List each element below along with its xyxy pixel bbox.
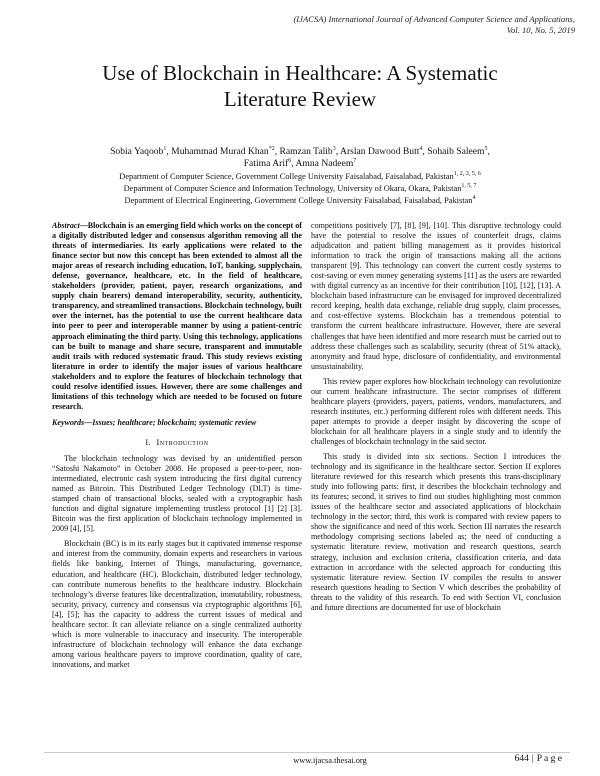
- page-number: 644 | P a g e: [514, 754, 562, 764]
- journal-header: [255, 14, 575, 36]
- author-sup: 4: [419, 145, 423, 152]
- section-heading: [52, 438, 302, 448]
- author-list: Sobia Yaqoob$^1$, Muhammad Murad Khan$^{*2}$, Ramzan Talib$^3$, Arslan Dawood Butt$^4$, Sohaib Saleem$^5$, Fatima Arif$^6$, Amna Nadeem$^7$: [110, 145, 490, 169]
- author-sup: 1: [163, 145, 167, 152]
- paper-title: [40, 60, 560, 112]
- affiliation: [40, 196, 560, 207]
- author-sup: *2: [268, 145, 275, 152]
- author-sup: 7: [353, 157, 357, 164]
- body-paragraph: This review paper explores how blockchain technology can revolutionize our current healthcare infrastructure. The sector comprises of different healthcare players (providers, payers, patients, vendors, manufacturers, and research institutes, etc.) performing different roles with different needs. This paper attempts to provide a deeper insight by discovering the scope of blockchain for all healthcare players in a single study and to identify the challenges of blockchain technology in the said sector.: [311, 376, 561, 446]
- author-name: Fatima Arif: [243, 158, 289, 169]
- author-name: Ramzan Talib: [279, 146, 333, 157]
- body-paragraph: Blockchain (BC) is in its early stages but it captivated immense response and interest from the community, domain experts and researchers in various fields like banking, Internet of Things, manufacturing, governance, education, and healthcare (HC). Blockchain, distributed ledger technology, can contribute numerous benefits to the healthcare industry. Blockchain technology’s diverse features like decentralization, immutability, robustness, security, privacy, currency and consensus via cryptographic algorithms [6], [4], [5]; has the capacity to address the current issues of medical and healthcare sector. It can alleviate reliance on a single centralized authority which is more vulnerable to inaccuracy and insecurity. The interoperable infrastructure of blockchain technology will enhance the data exchange among various healthcare payers to improve coordination, quality of care, innovations, and market: [52, 539, 302, 669]
- affiliation-text: Department of Computer Science, Government College University Faisalabad, Faisalabad, Pakistan: [119, 172, 454, 181]
- author-name: Arslan Dawood Butt: [340, 146, 420, 157]
- keywords: Keywords—Issues; healthcare; blockchain; systematic review: [52, 417, 257, 427]
- affiliation-text: Department of Computer Science and Information Technology, University of Okara, Okara, Pakistan: [123, 184, 462, 193]
- affiliation-sup: 1, 2, 3, 5, 6: [453, 171, 481, 178]
- author-sup: 6: [288, 157, 292, 164]
- page-number-value: 644: [514, 754, 529, 764]
- affiliation: [40, 184, 560, 195]
- body-paragraph: The blockchain technology was devised by an unidentified person “Satoshi Nakamoto” in October 2008. He proposed a peer-to-peer, non-intermediated, electronic cash system introducing the first digital currency named as Bitcoin. This Distributed Ledger Technology (DLT) is time-stamped chain of transactional blocks, sealed with a cryptographic hash function and digital signature implementing trustless protocol [1] [2] [3]. Bitcoin was the first application of blockchain technology implemented in 2009 [4], [5].: [52, 453, 302, 534]
- abstract: [52, 221, 302, 412]
- section-number: I.: [145, 437, 152, 447]
- author-name: Sohaib Saleem: [427, 146, 485, 157]
- author-name: Sobia Yaqoob: [110, 146, 164, 157]
- page-number-label: P a g e: [536, 754, 562, 764]
- affiliation-sup: 1, 5, 7: [461, 183, 477, 190]
- paper-title-line1: Use of Blockchain in Healthcare: A Systematic: [102, 61, 498, 85]
- affiliation-text: Department of Electrical Engineering, Government College University Faisalabad, Faisalabad, Pakistan: [124, 196, 473, 205]
- journal-header-line2: Vol. 10, No. 5, 2019: [506, 25, 575, 35]
- footer-url[interactable]: www.ijacsa.thesai.org: [293, 756, 367, 765]
- author-name: Muhammad Murad Khan: [171, 146, 269, 157]
- author-name: Amna Nadeem: [295, 158, 354, 169]
- left-column: [52, 221, 302, 675]
- right-column: [311, 221, 561, 618]
- affiliation: [40, 172, 560, 183]
- journal-header-line1: (IJACSA) International Journal of Advanced Computer Science and Applications,: [293, 14, 575, 24]
- abstract-label: Abstract: [52, 221, 80, 230]
- section-title: Introduction: [156, 437, 209, 447]
- affiliation-sup: 4: [472, 195, 476, 202]
- body-paragraph: competitions positively [7], [8], [9], [10]. This disruptive technology could have the potential to resolve the issues of counterfeit drugs, claims adjudication and patient billing management as it provides historical information to track the origin of transactions making all the actions transparent [9]. This technology can convert the current costly systems to cost-saving or even money generating systems [11] as the users are rewarded with digital currency as an incentive for their contribution [10], [12], [13]. A blockchain based infrastructure can be envisaged for improved decentralized record keeping, health data exchange, reliable drug supply, claim processes, and cost-effective systems. Blockchain has a tremendous potential to transform the current healthcare infrastructure. However, there are several challenges that have been identified and more research must be carried out to address these challenges such as scalability, security (threat of 51% attack), anonymity and fraud hype, disclosure of confidentiality, and environmental unsustainability.: [311, 221, 561, 371]
- abstract-text: —Blockchain is an emerging field which works on the concept of a digitally distributed ledger and consensus algorithm removing all the threats of intermediaries. Its early applications were related to the finance sector but now this concept has been extended to almost all the major areas of research including education, IoT, banking, supplychain, defense, governance, healthcare, etc. In the field of healthcare, stakeholders (provider, patient, payer, research organizations, and supply chain bearers) demand interoperability, security, authenticity, transparency, and streamlined transactions. Blockchain technology, built over the internet, has the potential to use the current healthcare data into peer to peer and interoperable manner by using a patient-centric approach eliminating the third party. Using this technology, applications can be built to manage and share secure, transparent and immutable audit trails with reduced systematic fraud. This study reviews existing literature in order to identify the major issues of various healthcare stakeholders and to explore the features of blockchain technology that could resolve identified issues. However, there are some challenges and limitations of this technology which are needed to be focused on future research.: [52, 221, 302, 411]
- footer-rule: [44, 752, 570, 753]
- author-sup: 5: [484, 145, 488, 152]
- author-sup: 3: [332, 145, 336, 152]
- paper-title-line2: Literature Review: [223, 87, 377, 111]
- body-paragraph: This study is divided into six sections. Section I introduces the technology and its significance in the healthcare sector. Section II explores literature reviewed for this research which presents this trans-disciplinary study into following parts: first, it describes the blockchain technology and its features; second, it strives to find out studies highlighting most common issues of the healthcare sector and associated applications of blockchain technology in the sector; third, this work is compared with review papers to show the significance and need of this work. Section III narrates the research methodology comprising sections labeled as; the need of conducting a systematic literature review, motivation and research questions, search strategy, inclusion and exclusion criteria, classification criteria, and data extraction in accordance with the selected approach for conducting this systematic literature review. Section IV compiles the results to answer research questions heading to Section V which describes the probability of threats to the validity of this research. To end with Section VI, conclusion and future directions are documented for use of blockchain: [311, 452, 561, 612]
